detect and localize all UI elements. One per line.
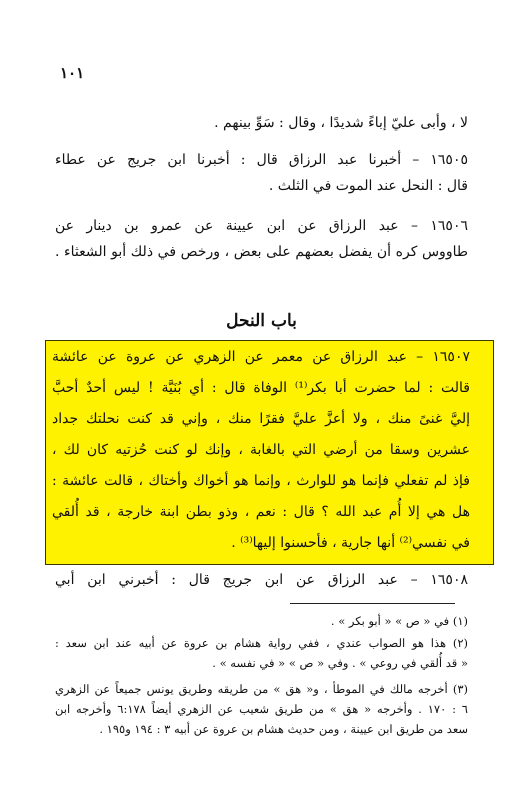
hadith-16507-line-5: فإذ لم تفعلي فإنما هو للوارث ، وإنما هو أخواك وأختاك ، قالت عائشة : [52,473,470,489]
chapter-title: باب النحل [226,311,297,331]
hadith-16507-line-7: في نفسي⁽²⁾ أنها جارية ، فأحسنوا إليها⁽³⁾ . [231,535,470,551]
footnote-2-line-2: « قد أُلقي في روعي » . وفي « ص » « في نفسه » . [212,656,468,670]
page-number: ١٠١ [60,64,85,82]
hadith-16507-line-2: قالت : لما حضرت أبا بكر⁽¹⁾ الوفاة قال : أي بُنَيَّة ! ليس أحدٌ أحبَّ [52,380,470,396]
hadith-16505-line-1: ١٦٥٠٥ – أخبرنا عبد الرزاق قال : أخبرنا ابن جريج عن عطاء [55,152,468,168]
footnote-3-line-2: ٦ : ١٧٠ . وأخرجه « هق » من طريق شعيب عن الزهري أيضاً ٦:١٧٨ وأخرجه ابن [55,702,468,716]
hadith-16507-line-6: هل هي إلا أُم عبد الله ؟ قال : نعم ، وذو بطن ابنة خارجة ، قد أُلقي [52,504,470,520]
footnote-1: (١) في « ص » « أبو بكر » . [330,614,468,628]
hadith-16506-line-1: ١٦٥٠٦ – عبد الرزاق عن ابن عيينة عن عمرو بن دينار عن [55,218,468,234]
text-line: لا ، وأبى عليّ إباءً شديدًا ، وقال : سَوِّ بينهم . [214,115,468,131]
hadith-16507-line-3: إليَّ غنىً منك ، ولا أعزَّ عليَّ فقرًا منك ، وإني قد كنت نحلتك جداد [52,411,470,427]
hadith-16505-line-2: قال : النحل عند الموت في الثلث . [268,178,468,194]
hadith-16508-line-1: ١٦٥٠٨ – عبد الرزاق عن ابن جريج قال : أخبرني ابن أبي [55,572,468,588]
hadith-16507-line-1: ١٦٥٠٧ – عبد الرزاق عن معمر عن الزهري عن عروة عن عائشة [52,349,470,365]
footnote-divider [290,603,455,604]
footnote-3-line-3: سعد من طريق ابن عيينة ، ومن حديث هشام بن عروة عن أبيه ٣ : ١٩٤ و١٩٥ . [99,722,468,736]
footnote-3-line-1: (٣) أخرجه مالك في الموطأ ، و« هق » من طريقه وطريق يونس جميعاً عن الزهري [55,682,468,696]
hadith-16507-line-4: عشرين وسقا من أرضي التي بالغابة ، وإنك لو كنت حُزتيه كان لك ، [52,442,470,458]
hadith-16506-line-2: طاووس كره أن يفضل بعضهم على بعض ، ورخص في ذلك أبو الشعثاء . [55,244,468,260]
footnote-2-line-1: (٢) هذا هو الصواب عندي ، ففي رواية هشام بن عروة عن أبيه عند ابن سعد : [55,636,468,650]
